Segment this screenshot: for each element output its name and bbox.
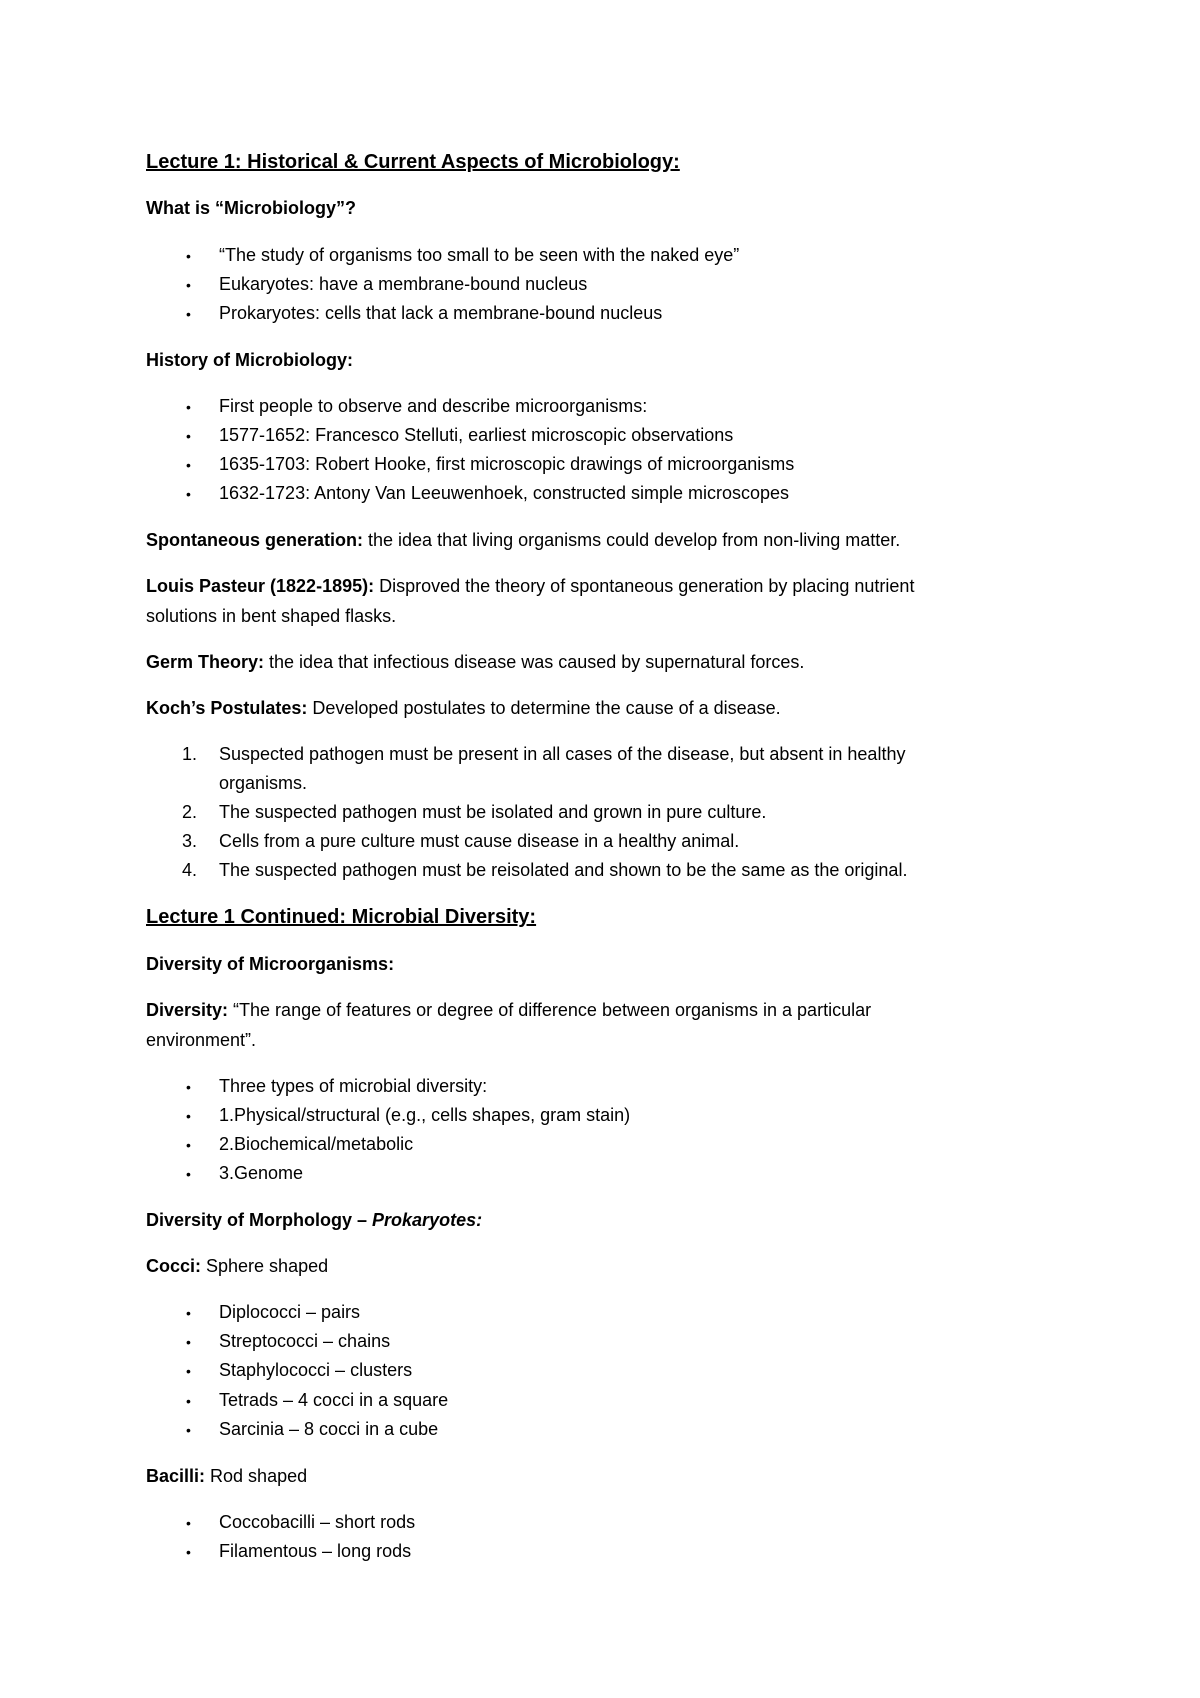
bullet-icon: • xyxy=(186,1363,191,1379)
list-item: Staphylococci – clusters xyxy=(219,1360,413,1380)
list-item: Cells from a pure culture must cause disease in a healthy animal. xyxy=(219,831,740,851)
list-number: 4. xyxy=(182,860,198,880)
list-item: 2.Biochemical/metabolic xyxy=(219,1134,414,1154)
germ-theory-paragraph xyxy=(146,651,804,673)
list-item: Streptococci – chains xyxy=(219,1331,391,1351)
diversity-heading: Diversity of Microorganisms: xyxy=(146,954,395,974)
list-item: 1635-1703: Robert Hooke, first microscopic drawings of microorganisms xyxy=(219,454,795,474)
term: Louis Pasteur (1822-1895): xyxy=(146,576,375,596)
bullet-icon: • xyxy=(186,248,191,264)
definition: the idea that living organisms could develop from non-living matter. xyxy=(363,530,901,550)
diversity-paragraph-cont: environment”. xyxy=(146,1030,257,1050)
lecture1-continued-title: Lecture 1 Continued: Microbial Diversity: xyxy=(146,906,537,928)
list-item: Coccobacilli – short rods xyxy=(219,1512,416,1532)
definition: Sphere shaped xyxy=(201,1256,329,1276)
bullet-icon: • xyxy=(186,1137,191,1153)
list-item: 3.Genome xyxy=(219,1163,304,1183)
bullet-icon: • xyxy=(186,399,191,415)
list-item: Filamentous – long rods xyxy=(219,1541,412,1561)
list-number: 1. xyxy=(182,744,198,764)
list-number: 3. xyxy=(182,831,198,851)
bullet-icon: • xyxy=(186,1108,191,1124)
list-item-cont: organisms. xyxy=(219,773,308,793)
term: Koch’s Postulates: xyxy=(146,698,308,718)
list-item: The suspected pathogen must be isolated and grown in pure culture. xyxy=(219,802,767,822)
bullet-icon: • xyxy=(186,1079,191,1095)
list-item: Tetrads – 4 cocci in a square xyxy=(219,1390,449,1410)
spontaneous-generation-paragraph xyxy=(146,529,900,551)
list-item: Eukaryotes: have a membrane-bound nucleus xyxy=(219,274,588,294)
list-item: Three types of microbial diversity: xyxy=(219,1076,488,1096)
bullet-icon: • xyxy=(186,1544,191,1560)
term: Spontaneous generation: xyxy=(146,530,364,550)
term: Diversity: xyxy=(146,1000,229,1020)
bullet-icon: • xyxy=(186,1305,191,1321)
morphology-heading xyxy=(146,1209,482,1231)
list-item: Sarcinia – 8 cocci in a cube xyxy=(219,1419,439,1439)
definition: Disproved the theory of spontaneous generation by placing nutrient xyxy=(374,576,915,596)
bullet-icon: • xyxy=(186,428,191,444)
bullet-icon: • xyxy=(186,1393,191,1409)
morphology-heading-italic: Prokaryotes: xyxy=(372,1210,483,1230)
bullet-icon: • xyxy=(186,1166,191,1182)
definition: “The range of features or degree of difference between organisms in a particular xyxy=(228,1000,872,1020)
morphology-heading-text: Diversity of Morphology – xyxy=(146,1210,373,1230)
term: Germ Theory: xyxy=(146,652,265,672)
pasteur-paragraph xyxy=(146,575,914,597)
bullet-icon: • xyxy=(186,1515,191,1531)
list-item: First people to observe and describe microorganisms: xyxy=(219,396,648,416)
definition: the idea that infectious disease was caused by supernatural forces. xyxy=(264,652,805,672)
bullet-icon: • xyxy=(186,1422,191,1438)
list-item: 1.Physical/structural (e.g., cells shapes, gram stain) xyxy=(219,1105,631,1125)
diversity-paragraph xyxy=(146,999,871,1021)
list-item: Prokaryotes: cells that lack a membrane-bound nucleus xyxy=(219,303,663,323)
list-item: Suspected pathogen must be present in all cases of the disease, but absent in healthy xyxy=(219,744,906,764)
definition: Rod shaped xyxy=(205,1466,308,1486)
koch-paragraph xyxy=(146,697,781,719)
bullet-icon: • xyxy=(186,486,191,502)
bullet-icon: • xyxy=(186,1334,191,1350)
bullet-icon: • xyxy=(186,457,191,473)
history-heading: History of Microbiology: xyxy=(146,350,353,370)
list-item: “The study of organisms too small to be seen with the naked eye” xyxy=(219,245,740,265)
list-item: The suspected pathogen must be reisolated and shown to be the same as the original. xyxy=(219,860,908,880)
pasteur-paragraph-cont: solutions in bent shaped flasks. xyxy=(146,606,397,626)
lecture1-title: Lecture 1: Historical & Current Aspects of Microbiology: xyxy=(146,151,680,173)
bullet-icon: • xyxy=(186,277,191,293)
bullet-icon: • xyxy=(186,306,191,322)
cocci-paragraph xyxy=(146,1255,328,1277)
term: Cocci: xyxy=(146,1256,202,1276)
what-is-heading: What is “Microbiology”? xyxy=(146,198,356,218)
list-item: Diplococci – pairs xyxy=(219,1302,361,1322)
term: Bacilli: xyxy=(146,1466,206,1486)
list-item: 1577-1652: Francesco Stelluti, earliest microscopic observations xyxy=(219,425,734,445)
bacilli-paragraph xyxy=(146,1465,307,1487)
definition: Developed postulates to determine the cause of a disease. xyxy=(307,698,781,718)
list-item: 1632-1723: Antony Van Leeuwenhoek, constructed simple microscopes xyxy=(219,483,790,503)
list-number: 2. xyxy=(182,802,198,822)
